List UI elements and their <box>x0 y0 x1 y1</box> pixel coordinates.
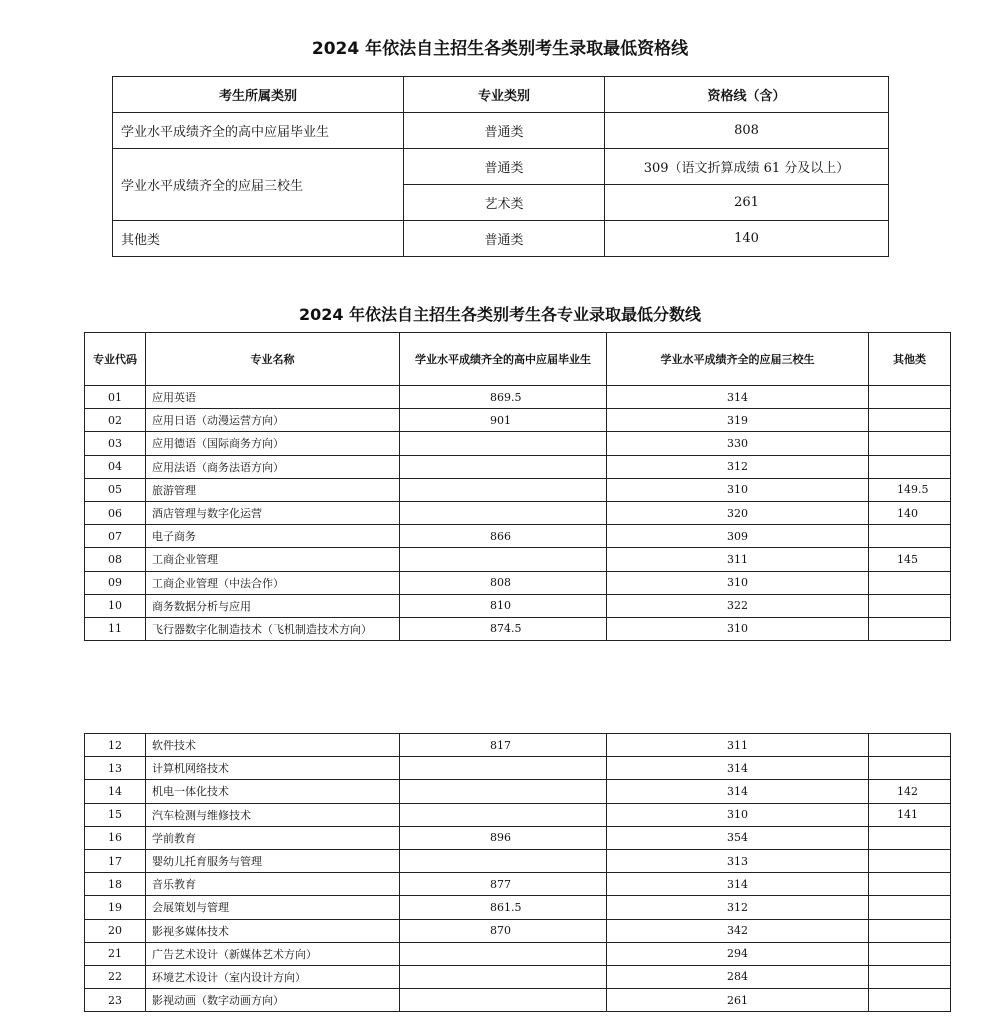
other-score-cell <box>869 873 951 896</box>
table-header-row <box>85 333 951 386</box>
table-row <box>85 989 951 1012</box>
sanxiao-score-cell: 310 <box>607 571 869 594</box>
major-name-cell: 应用德语（国际商务方向） <box>146 432 400 455</box>
major-name-cell: 应用法语（商务法语方向） <box>146 455 400 478</box>
other-score-cell <box>869 942 951 965</box>
major-name-cell: 旅游管理 <box>146 478 400 501</box>
scores-title: 2024 年依法自主招生各类别考生各专业录取最低分数线 <box>298 305 702 324</box>
other-score-cell: 140 <box>869 501 951 524</box>
major-name-cell: 应用日语（动漫运营方向） <box>146 409 400 432</box>
column-header: 专业名称 <box>146 333 400 386</box>
sanxiao-score-cell: 310 <box>607 803 869 826</box>
table-row <box>85 873 951 896</box>
highschool-score-cell: 869.5 <box>400 386 607 409</box>
highschool-score-cell: 901 <box>400 409 607 432</box>
other-score-cell <box>869 617 951 640</box>
highschool-score-cell <box>400 965 607 988</box>
major-code-cell: 19 <box>85 896 146 919</box>
major-name-cell: 音乐教育 <box>146 873 400 896</box>
line-cell: 309（语文折算成绩 61 分及以上） <box>605 149 889 185</box>
table-row <box>85 594 951 617</box>
table-row <box>85 826 951 849</box>
highschool-score-cell: 874.5 <box>400 617 607 640</box>
table-row <box>85 548 951 571</box>
other-score-cell <box>869 571 951 594</box>
major-name-cell: 婴幼儿托育服务与管理 <box>146 849 400 872</box>
table-row <box>85 734 951 757</box>
highschool-score-cell <box>400 780 607 803</box>
highschool-score-cell <box>400 989 607 1012</box>
sanxiao-score-cell: 330 <box>607 432 869 455</box>
table-row <box>85 455 951 478</box>
sanxiao-score-cell: 310 <box>607 478 869 501</box>
table-row <box>85 617 951 640</box>
major-code-cell: 18 <box>85 873 146 896</box>
major-name-cell: 影视多媒体技术 <box>146 919 400 942</box>
sanxiao-score-cell: 311 <box>607 734 869 757</box>
table-row <box>85 757 951 780</box>
table-header-row <box>113 77 889 113</box>
sanxiao-score-cell: 354 <box>607 826 869 849</box>
other-score-cell <box>869 989 951 1012</box>
table-row <box>85 409 951 432</box>
highschool-score-cell: 866 <box>400 525 607 548</box>
highschool-score-cell <box>400 455 607 478</box>
major-name-cell: 影视动画（数字动画方向） <box>146 989 400 1012</box>
major-code-cell: 01 <box>85 386 146 409</box>
major-name-cell: 商务数据分析与应用 <box>146 594 400 617</box>
highschool-score-cell <box>400 757 607 780</box>
sanxiao-score-cell: 314 <box>607 386 869 409</box>
other-score-cell <box>869 757 951 780</box>
table-row <box>113 221 889 257</box>
table-row <box>113 113 889 149</box>
major-name-cell: 机电一体化技术 <box>146 780 400 803</box>
major-name-cell: 电子商务 <box>146 525 400 548</box>
scores-table <box>84 332 951 641</box>
major-name-cell: 广告艺术设计（新媒体艺术方向） <box>146 942 400 965</box>
sanxiao-score-cell: 320 <box>607 501 869 524</box>
table-row <box>85 501 951 524</box>
sanxiao-score-cell: 284 <box>607 965 869 988</box>
column-header: 考生所属类别 <box>113 77 404 113</box>
major-code-cell: 05 <box>85 478 146 501</box>
other-score-cell: 145 <box>869 548 951 571</box>
column-header: 学业水平成绩齐全的应届三校生 <box>607 333 869 386</box>
major-code-cell: 16 <box>85 826 146 849</box>
major-name-cell: 工商企业管理 <box>146 548 400 571</box>
highschool-score-cell: 810 <box>400 594 607 617</box>
major-code-cell: 10 <box>85 594 146 617</box>
highschool-score-cell <box>400 478 607 501</box>
other-score-cell <box>869 525 951 548</box>
major-type-cell: 艺术类 <box>404 185 605 221</box>
table-row <box>85 780 951 803</box>
other-score-cell <box>869 594 951 617</box>
table-row <box>85 525 951 548</box>
table-row <box>85 386 951 409</box>
other-score-cell <box>869 826 951 849</box>
sanxiao-score-cell: 322 <box>607 594 869 617</box>
sanxiao-score-cell: 311 <box>607 548 869 571</box>
major-code-cell: 22 <box>85 965 146 988</box>
highschool-score-cell: 870 <box>400 919 607 942</box>
column-header: 资格线（含） <box>605 77 889 113</box>
column-header: 学业水平成绩齐全的高中应届毕业生 <box>400 333 607 386</box>
major-name-cell: 酒店管理与数字化运营 <box>146 501 400 524</box>
table-row <box>85 849 951 872</box>
table-row <box>85 919 951 942</box>
table-row <box>85 965 951 988</box>
major-name-cell: 计算机网络技术 <box>146 757 400 780</box>
other-score-cell: 149.5 <box>869 478 951 501</box>
highschool-score-cell <box>400 548 607 571</box>
sanxiao-score-cell: 314 <box>607 873 869 896</box>
major-type-cell: 普通类 <box>404 149 605 185</box>
line-cell: 140 <box>605 221 889 257</box>
other-score-cell: 142 <box>869 780 951 803</box>
line-cell: 261 <box>605 185 889 221</box>
sanxiao-score-cell: 313 <box>607 849 869 872</box>
major-code-cell: 20 <box>85 919 146 942</box>
other-score-cell <box>869 734 951 757</box>
table-row <box>85 571 951 594</box>
major-name-cell: 软件技术 <box>146 734 400 757</box>
major-code-cell: 13 <box>85 757 146 780</box>
sanxiao-score-cell: 261 <box>607 989 869 1012</box>
highschool-score-cell: 896 <box>400 826 607 849</box>
major-code-cell: 14 <box>85 780 146 803</box>
sanxiao-score-cell: 294 <box>607 942 869 965</box>
other-score-cell <box>869 849 951 872</box>
major-code-cell: 02 <box>85 409 146 432</box>
column-header: 其他类 <box>869 333 951 386</box>
highschool-score-cell: 808 <box>400 571 607 594</box>
sanxiao-score-cell: 319 <box>607 409 869 432</box>
table-row <box>85 942 951 965</box>
highschool-score-cell: 861.5 <box>400 896 607 919</box>
sanxiao-score-cell: 310 <box>607 617 869 640</box>
other-score-cell: 141 <box>869 803 951 826</box>
major-code-cell: 15 <box>85 803 146 826</box>
category-cell: 学业水平成绩齐全的应届三校生 <box>113 149 404 221</box>
major-code-cell: 07 <box>85 525 146 548</box>
sanxiao-score-cell: 309 <box>607 525 869 548</box>
sanxiao-score-cell: 314 <box>607 780 869 803</box>
other-score-cell <box>869 896 951 919</box>
highschool-score-cell <box>400 942 607 965</box>
sanxiao-score-cell: 314 <box>607 757 869 780</box>
major-code-cell: 06 <box>85 501 146 524</box>
column-header: 专业代码 <box>85 333 146 386</box>
sanxiao-score-cell: 342 <box>607 919 869 942</box>
major-code-cell: 17 <box>85 849 146 872</box>
category-cell: 其他类 <box>113 221 404 257</box>
other-score-cell <box>869 919 951 942</box>
major-name-cell: 环境艺术设计（室内设计方向） <box>146 965 400 988</box>
highschool-score-cell <box>400 501 607 524</box>
major-code-cell: 09 <box>85 571 146 594</box>
other-score-cell <box>869 409 951 432</box>
major-code-cell: 04 <box>85 455 146 478</box>
major-name-cell: 学前教育 <box>146 826 400 849</box>
major-name-cell: 工商企业管理（中法合作） <box>146 571 400 594</box>
highschool-score-cell <box>400 432 607 455</box>
major-code-cell: 21 <box>85 942 146 965</box>
table-row <box>85 896 951 919</box>
major-code-cell: 23 <box>85 989 146 1012</box>
table-row <box>85 803 951 826</box>
scores-table-continued <box>84 733 951 1012</box>
major-name-cell: 会展策划与管理 <box>146 896 400 919</box>
other-score-cell <box>869 432 951 455</box>
major-name-cell: 汽车检测与维修技术 <box>146 803 400 826</box>
major-type-cell: 普通类 <box>404 221 605 257</box>
other-score-cell <box>869 965 951 988</box>
major-code-cell: 12 <box>85 734 146 757</box>
table-row <box>85 432 951 455</box>
other-score-cell <box>869 455 951 478</box>
table-row <box>85 478 951 501</box>
major-type-cell: 普通类 <box>404 113 605 149</box>
major-code-cell: 03 <box>85 432 146 455</box>
other-score-cell <box>869 386 951 409</box>
highschool-score-cell <box>400 849 607 872</box>
highschool-score-cell: 817 <box>400 734 607 757</box>
eligibility-title: 2024 年依法自主招生各类别考生录取最低资格线 <box>311 39 689 59</box>
category-cell: 学业水平成绩齐全的高中应届毕业生 <box>113 113 404 149</box>
major-name-cell: 飞行器数字化制造技术（飞机制造技术方向） <box>146 617 400 640</box>
sanxiao-score-cell: 312 <box>607 896 869 919</box>
column-header: 专业类别 <box>404 77 605 113</box>
line-cell: 808 <box>605 113 889 149</box>
major-code-cell: 08 <box>85 548 146 571</box>
major-code-cell: 11 <box>85 617 146 640</box>
eligibility-table <box>112 76 889 257</box>
highschool-score-cell <box>400 803 607 826</box>
major-name-cell: 应用英语 <box>146 386 400 409</box>
table-row <box>113 149 889 185</box>
highschool-score-cell: 877 <box>400 873 607 896</box>
sanxiao-score-cell: 312 <box>607 455 869 478</box>
